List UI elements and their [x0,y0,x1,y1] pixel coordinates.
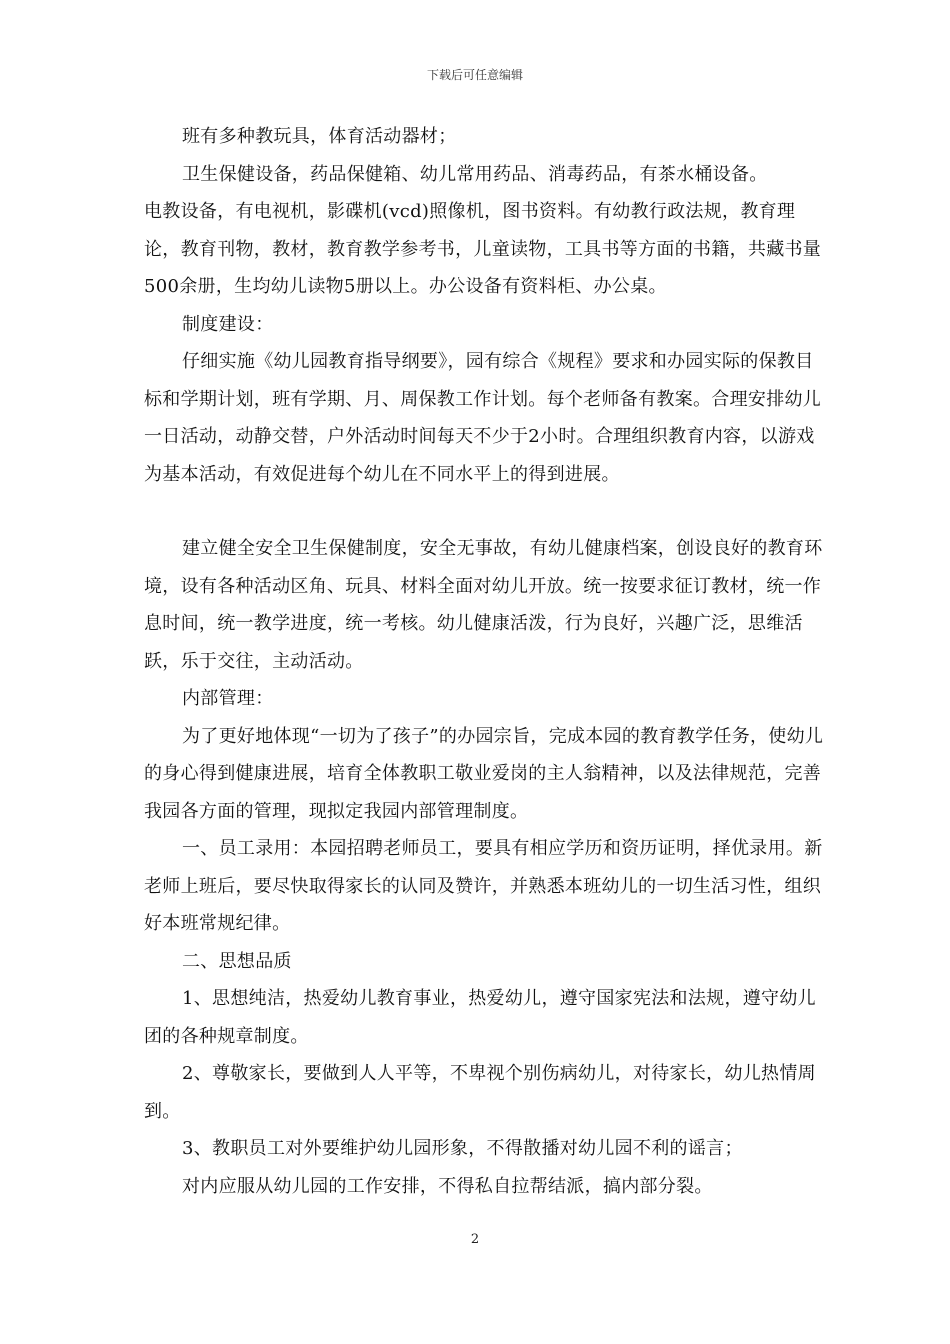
heading-system-building: 制度建设： [182,313,274,335]
paragraph-guidelines: 仔细实施《幼儿园教育指导纲要》，园有综合《规程》要求和办园实际的保教目标和学期计划，班有学期、月、周保教工作计划。每个老师备有教案。合理安排幼儿一日活动，动静交替，户外活动时间每天不少于2小时。合理组织教育内容，以游戏为基本活动，有效促进每个幼儿在不同水平上的得到进展。 [144,351,822,485]
paragraph-safety-system: 建立健全安全卫生保健制度，安全无事故，有幼儿健康档案，创设良好的教育环境，设有各种活动区角、玩具、材料全面对幼儿开放。统一按要求征订教材，统一作息时间，统一教学进度，统一考核。幼儿健康活泼，行为良好，兴趣广泛，思维活跃，乐于交往，主动活动。 [144,538,823,672]
heading-internal-management: 内部管理： [182,688,274,709]
paragraph-health-equipment: 卫生保健设备，药品保健箱、幼儿常用药品、消毒药品，有茶水桶设备。 [182,163,768,185]
list-item-2: 2、尊敬家长，要做到人人平等，不卑视个别伤病幼儿，对待家长，幼儿热情周到。 [144,1063,816,1122]
paragraph-purpose: 为了更好地体现“一切为了孩子”的办园宗旨，完成本园的教育教学任务，使幼儿的身心得到健康进展，培育全体教职工敬业爱岗的主人翁精神，以及法律规范，完善我园各方面的管理，现拟定我园内部管理制度。 [144,725,824,822]
paragraph-gap [144,493,824,530]
list-item-3: 3、教职员工对外要维护幼儿园形象，不得散播对幼儿园不利的谣言； [182,1138,743,1159]
paragraph-toys: 班有多种教玩具，体育活动器材； [182,126,457,147]
list-item-1: 1、思想纯洁，热爱幼儿教育事业，热爱幼儿，遵守国家宪法和法规，遵守幼儿团的各种规章制度。 [144,988,816,1047]
page-header-note: 下载后可任意编辑 [426,68,523,82]
document-body [144,118,824,1205]
paragraph-internal-conduct: 对内应服从幼儿园的工作安排，不得私自拉帮结派，搞内部分裂。 [182,1175,713,1197]
page-number: 2 [470,1232,480,1247]
paragraph-av-equipment: 电教设备，有电视机，影碟机(vcd)照像机，图书资料。有幼教行政法规，教育理论，教育刊物，教材，教育教学参考书，儿童读物，工具书等方面的书籍，共藏书量500余册，生均幼儿读物5册以上。办公设备有资料柜、办公桌。 [144,201,822,297]
heading-ideology-quality: 二、思想品质 [182,950,292,972]
paragraph-staff-hiring: 一、员工录用：本园招聘老师员工，要具有相应学历和资历证明，择优录用。新老师上班后，要尽快取得家长的认同及赞许，并熟悉本班幼儿的一切生活习性，组织好本班常规纪律。 [144,838,823,934]
